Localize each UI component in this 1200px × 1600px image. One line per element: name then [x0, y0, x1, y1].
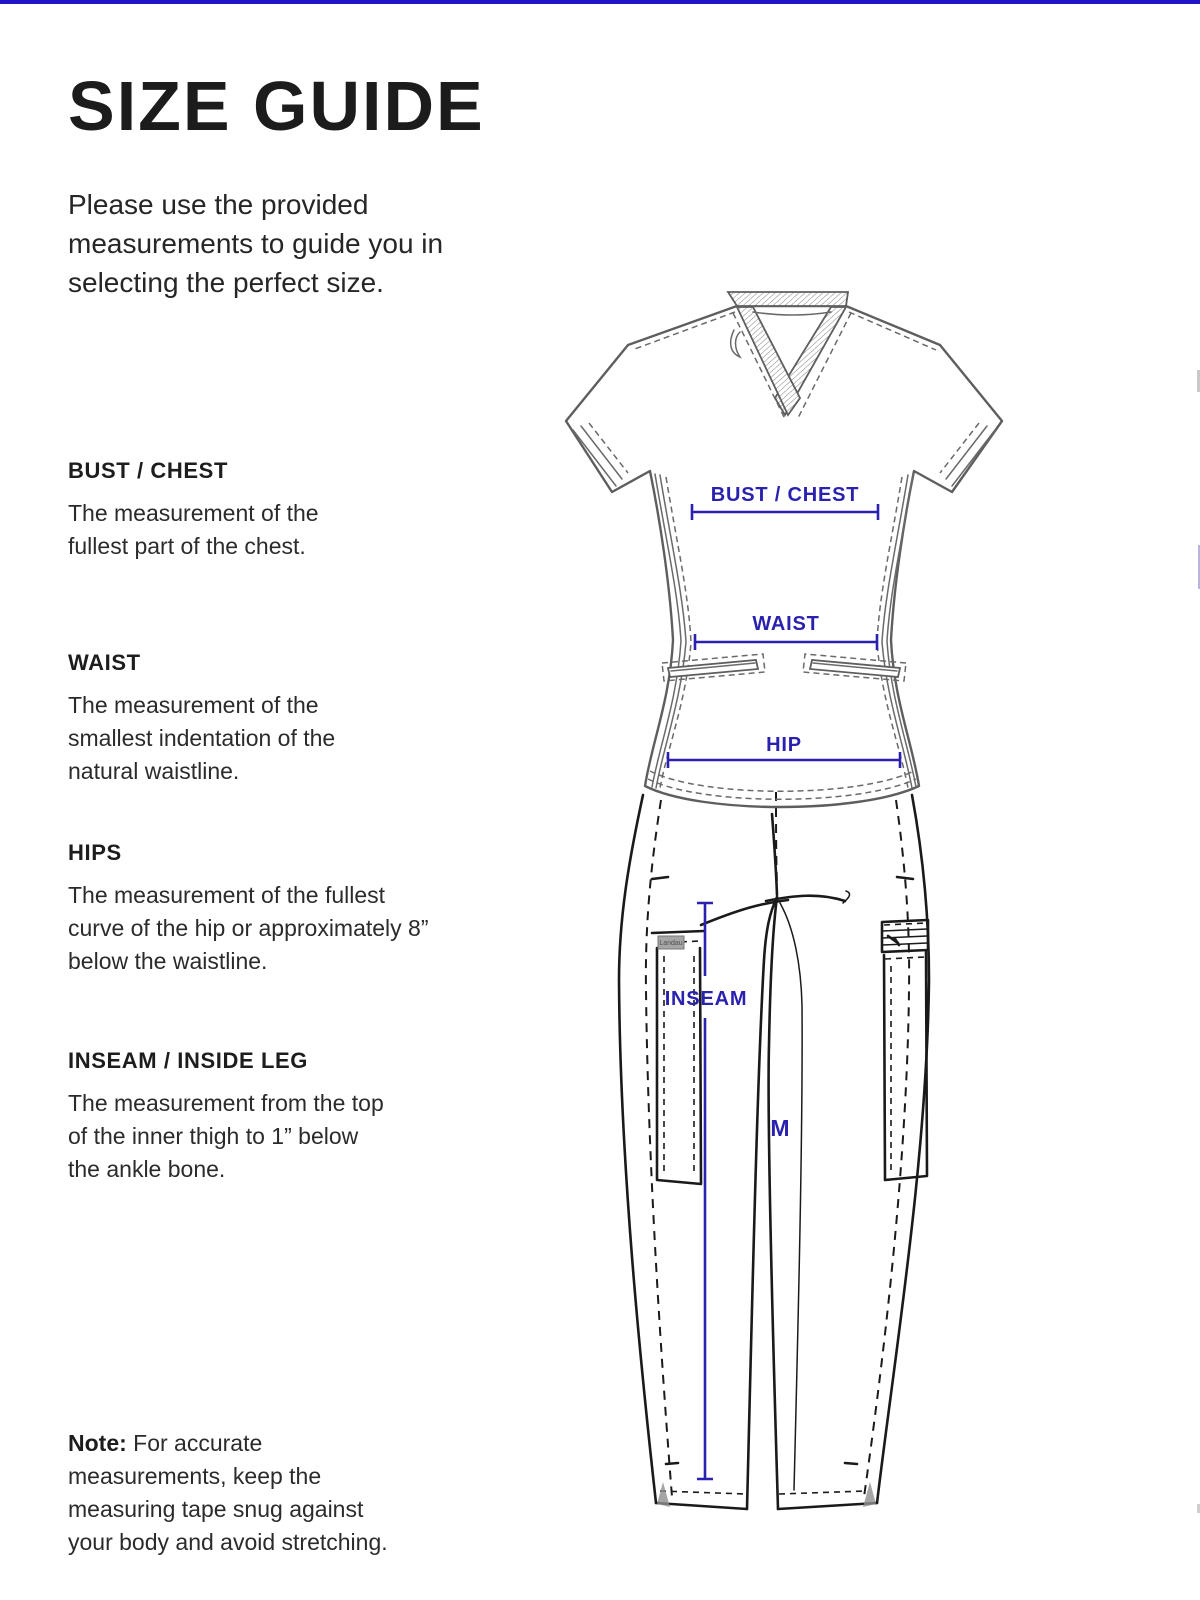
section-body: The measurement of the fullest curve of the hip or approximately 8” below the waistline.	[68, 882, 429, 974]
note-body: For accurate measurements, keep the measuring tape snug against your body and avoid stretching.	[68, 1430, 388, 1555]
scrub-top-illustration	[566, 292, 1002, 807]
size-marker-label: M	[770, 1115, 790, 1141]
section-hips	[68, 840, 433, 978]
section-waist	[68, 650, 368, 788]
inseam-measurement-label: INSEAM	[664, 988, 748, 1010]
section-heading: BUST / CHEST	[68, 458, 228, 483]
section-bust-chest	[68, 458, 368, 563]
section-heading: HIPS	[68, 840, 122, 865]
top-accent-bar	[0, 0, 1200, 4]
welt-pockets	[662, 654, 906, 681]
brand-tag-label: Landau	[659, 940, 683, 947]
section-heading: WAIST	[68, 650, 141, 675]
section-body: The measurement of the smallest indentation of the natural waistline.	[68, 692, 336, 784]
section-heading: INSEAM / INSIDE LEG	[68, 1048, 308, 1073]
section-inseam	[68, 1048, 388, 1186]
scrub-pants-illustration	[619, 792, 929, 1509]
bust-measurement-line	[692, 504, 878, 520]
size-diagram	[520, 270, 1200, 1595]
collar-loop	[731, 330, 740, 357]
bust-measurement-label: BUST / CHEST	[710, 484, 860, 506]
left-cargo-pocket	[652, 931, 704, 1184]
waist-measurement-label: WAIST	[752, 613, 820, 635]
section-body: The measurement of the fullest part of the chest.	[68, 500, 319, 559]
v-neck-collar	[728, 292, 851, 420]
waist-measurement-line	[695, 634, 877, 650]
page-title: SIZE GUIDE	[68, 67, 485, 145]
hip-measurement-label: HIP	[766, 734, 802, 756]
note-label: Note:	[68, 1430, 127, 1456]
note-text	[68, 1427, 403, 1559]
intro-text: Please use the provided measurements to guide you in selecting the perfect size.	[68, 189, 444, 298]
section-body: The measurement from the top of the inner thigh to 1” below the ankle bone.	[68, 1090, 384, 1182]
